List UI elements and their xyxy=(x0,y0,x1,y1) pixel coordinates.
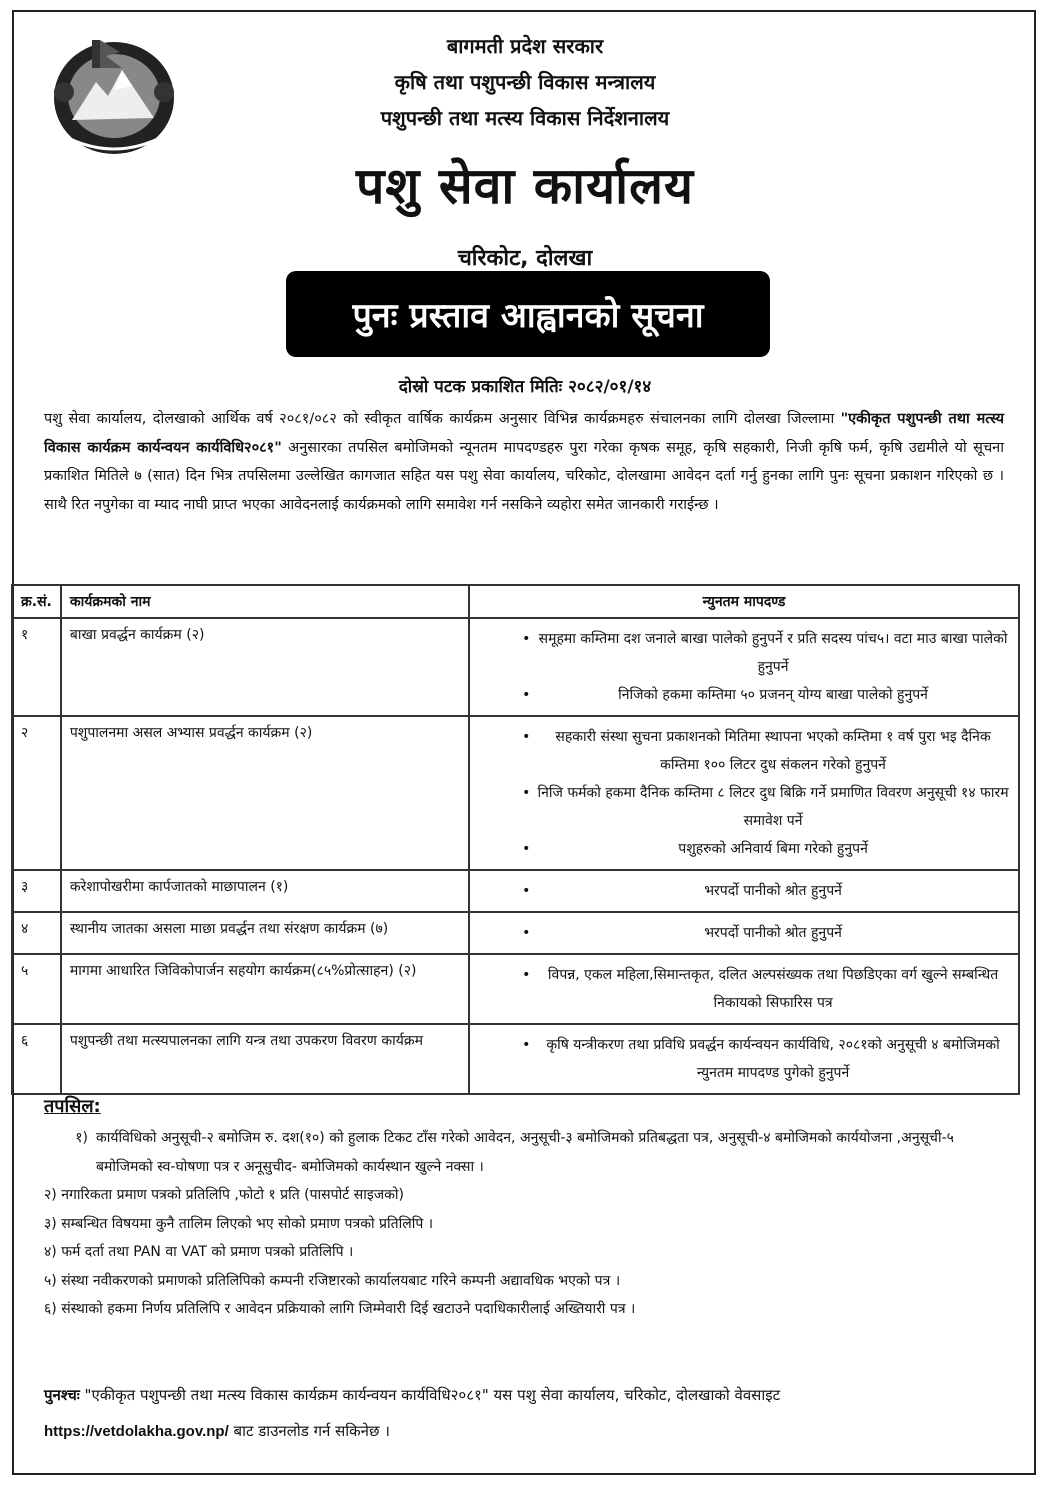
table-row xyxy=(12,1024,1019,1094)
criteria-text: सहकारी संस्था सुचना प्रकाशनको मितिमा स्थापना भएको कम्तिमा १ वर्ष पुरा भइ दैनिक कम्तिमा १०० लिटर दुध संकलन गरेको हुनुपर्ने xyxy=(555,729,991,773)
tapsil-text: २) नगारिकता प्रमाण पत्रको प्रतिलिपि ,फोटो १ प्रति (पासपोर्ट साइजको) xyxy=(44,1187,404,1203)
criteria-text: समूहमा कम्तिमा दश जनाले बाखा पालेको हुनुपर्ने र प्रति सदस्य पांच५। वटा माउ बाखा पालेको हुनुपर्ने xyxy=(538,631,1008,675)
bullet-icon: • xyxy=(522,729,531,745)
intro-paragraph xyxy=(44,405,1004,519)
row-sn: ३ xyxy=(12,870,61,912)
office-title: पशु सेवा कार्यालय xyxy=(356,157,694,215)
bullet-icon: • xyxy=(522,785,531,801)
row-program-name: करेशापोखरीमा कार्पजातको माछापालन (१) xyxy=(61,870,469,912)
table-row xyxy=(12,954,1019,1024)
criteria-text: पशुहरुको अनिवार्य बिमा गरेको हुनुपर्ने xyxy=(678,841,868,857)
header-criteria: न्युनतम मापदण्ड xyxy=(469,585,1019,618)
criteria-item xyxy=(478,625,1010,681)
criteria-item xyxy=(478,779,1010,835)
tapsil-text: ४) फर्म दर्ता तथा PAN वा VAT को प्रमाण पत्रको प्रतिलिपि । xyxy=(44,1244,354,1260)
criteria-list xyxy=(478,625,1010,709)
intro-text-2: अनुसारका तपसिल बमोजिमको न्यूनतम मापदण्डहरु पुरा गरेका कृषक समूह, कृषि सहकारी, निजी कृषि फर्म, कृषि उद्यमीले यो सूचना प्रकाशित मितिले ७ (सात) दिन भित्र तपसिलमा उल्लेखित कागजात सहित यस पशु सेवा कार्यालय, चरिकोट, दोलखामा आवेदन दर्ता गर्नु हुनका लागि पुनः सूचना प्रकाशन गरिएको छ । साथै रित नपुगेका वा म्याद नाघी प्राप्त भएका आवेदनलाई कार्यक्रमको लागि समावेश गर्न नसकिने व्यहोरा समेत जानकारी गराईन्छ । xyxy=(44,439,1004,513)
tapsil-item xyxy=(44,1295,1004,1324)
gov-line: बागमती प्रदेश सरकार xyxy=(446,34,604,58)
criteria-text: विपन्न, एकल महिला,सिमान्तकृत, दलित अल्पसंख्यक तथा पिछडिएका वर्ग खुल्ने सम्बन्धित निकायको सिफारिस पत्र xyxy=(547,967,999,1011)
bullet-icon: • xyxy=(522,1037,531,1053)
table-header-row xyxy=(12,585,1019,618)
criteria-item xyxy=(478,919,1010,947)
criteria-item xyxy=(478,723,1010,779)
criteria-item xyxy=(478,961,1010,1017)
bullet-icon: • xyxy=(522,925,531,941)
row-sn: १ xyxy=(12,618,61,716)
criteria-text: निजि फर्मको हकमा दैनिक कम्तिमा ८ लिटर दुध बिक्रि गर्ने प्रमाणित विवरण अनुसूची १४ फारम समावेश पर्ने xyxy=(537,785,1009,829)
tapsil-number: १) xyxy=(75,1130,88,1146)
tapsil-text: ५) संस्था नवीकरणको प्रमाणको प्रतिलिपिको कम्पनी रजिष्टारको कार्यालयबाट गरिने कम्पनी अद्यावधिक भएको पत्र । xyxy=(44,1272,621,1289)
row-sn: ४ xyxy=(12,912,61,954)
row-program-name: पशुपन्छी तथा मत्स्यपालनका लागि यन्त्र तथा उपकरण विवरण कार्यक्रम xyxy=(61,1024,469,1094)
footer-note xyxy=(44,1377,1004,1450)
tapsil-heading: तपसिल: xyxy=(44,1096,101,1117)
row-sn: ६ xyxy=(12,1024,61,1094)
table-row xyxy=(12,716,1019,870)
row-sn: ५ xyxy=(12,954,61,1024)
tapsil-item xyxy=(44,1181,1004,1210)
row-criteria xyxy=(469,954,1019,1024)
row-criteria xyxy=(469,870,1019,912)
website-link[interactable]: https://vetdolakha.gov.np/ xyxy=(44,1423,229,1440)
criteria-list xyxy=(478,1031,1010,1087)
table-row xyxy=(12,912,1019,954)
table-row xyxy=(12,618,1019,716)
criteria-list xyxy=(478,723,1010,863)
bullet-icon: • xyxy=(522,841,531,857)
criteria-list xyxy=(478,919,1010,947)
row-criteria xyxy=(469,912,1019,954)
header-program: कार्यक्रमको नाम xyxy=(61,585,469,618)
tapsil-item xyxy=(44,1267,1004,1296)
footer-text: "एकीकृत पशुपन्छी तथा मत्स्य विकास कार्यक्रम कार्यन्वयन कार्यविधि२०८१" यस पशु सेवा कार्यालय, चरिकोट, दोलखाको वेवसाइट xyxy=(79,1386,781,1404)
intro-text-1: पशु सेवा कार्यालय, दोलखाको आर्थिक वर्ष २०८१/०८२ को स्वीकृत वार्षिक कार्यक्रम अनुसार विभिन्न कार्यक्रमहरु संचालनका लागि दोलखा जिल्लामा xyxy=(44,411,841,427)
criteria-item xyxy=(478,835,1010,863)
criteria-text: कृषि यन्त्रीकरण तथा प्रविधि प्रवर्द्धन कार्यन्वयन कार्यविधि, २०८१को अनुसूची ४ बमोजिमको न्युनतम मापदण्ड पुगेको हुनुपर्ने xyxy=(546,1037,1000,1081)
publish-date: दोस्रो पटक प्रकाशित मितिः २०८२/०१/१४ xyxy=(398,377,652,397)
header-sn: क्र.सं. xyxy=(12,585,61,618)
row-program-name: पशुपालनमा असल अभ्यास प्रवर्द्धन कार्यक्रम (२) xyxy=(61,716,469,870)
tapsil-item xyxy=(44,1238,1004,1267)
criteria-item xyxy=(478,681,1010,709)
bullet-icon: • xyxy=(522,631,531,647)
row-program-name: बाखा प्रवर्द्धन कार्यक्रम (२) xyxy=(61,618,469,716)
criteria-item xyxy=(478,877,1010,905)
tapsil-text: कार्यविधिको अनुसूची-२ बमोजिम रु. दश(१०) को हुलाक टिकट टाँस गरेको आवेदन, अनुसूची-३ बमोजिमको प्रतिबद्धता पत्र, अनुसूची-४ बमोजिमको कार्ययोजना ,अनुसूची-५ बमोजिमको स्व-घोषणा पत्र र अनूसुचीद- बमोजिमको कार्यस्थान खुल्ने नक्सा । xyxy=(96,1130,954,1175)
row-sn: २ xyxy=(12,716,61,870)
ministry-line: कृषि तथा पशुपन्छी विकास मन्त्रालय xyxy=(394,70,656,94)
footer-label: पुनश्चः xyxy=(44,1386,80,1404)
row-criteria xyxy=(469,1024,1019,1094)
tapsil-item xyxy=(44,1210,1004,1239)
office-location: चरिकोट, दोलखा xyxy=(457,246,593,271)
bullet-icon: • xyxy=(522,687,531,703)
criteria-list xyxy=(478,877,1010,905)
row-criteria xyxy=(469,618,1019,716)
tapsil-item xyxy=(44,1124,1004,1181)
tapsil-text: ३) सम्बन्धित विषयमा कुनै तालिम लिएको भए सोको प्रमाण पत्रको प्रतिलिपि । xyxy=(44,1215,434,1232)
tapsil-text: ६) संस्थाको हकमा निर्णय प्रतिलिपि र आवेदन प्रक्रियाको लागि जिम्मेवारी दिई खटाउने पदाधिकारीलाई अख्तियारी पत्र । xyxy=(44,1301,636,1317)
criteria-text: भरपर्दो पानीको श्रोत हुनुपर्ने xyxy=(704,925,842,941)
row-program-name: मागमा आधारित जिविकोपार्जन सहयोग कार्यक्रम(८५%प्रोत्साहन) (२) xyxy=(61,954,469,1024)
criteria-text: भरपर्दो पानीको श्रोत हुनुपर्ने xyxy=(704,883,842,899)
program-table xyxy=(11,584,1020,1095)
footer-suffix: बाट डाउनलोड गर्न सकिनेछ । xyxy=(228,1422,390,1440)
criteria-list xyxy=(478,961,1010,1017)
intro-procedure-name: "एकीकृत पशुपन्छी तथा मत्स्य विकास कार्यक्रम कार्यन्वयन कार्यविधि२०८१" xyxy=(44,411,1004,456)
tapsil-list xyxy=(44,1124,1004,1324)
notice-banner: पुनः प्रस्ताव आह्वानको सूचना xyxy=(286,271,770,357)
directorate-line: पशुपन्छी तथा मत्स्य विकास निर्देशनालय xyxy=(380,106,670,130)
criteria-text: निजिको हकमा कम्तिमा ५० प्रजनन् योग्य बाखा पालेको हुनुपर्ने xyxy=(618,687,928,703)
criteria-item xyxy=(478,1031,1010,1087)
row-criteria xyxy=(469,716,1019,870)
bullet-icon: • xyxy=(522,967,531,983)
bullet-icon: • xyxy=(522,883,531,899)
table-row xyxy=(12,870,1019,912)
row-program-name: स्थानीय जातका असला माछा प्रवर्द्धन तथा संरक्षण कार्यक्रम (७) xyxy=(61,912,469,954)
